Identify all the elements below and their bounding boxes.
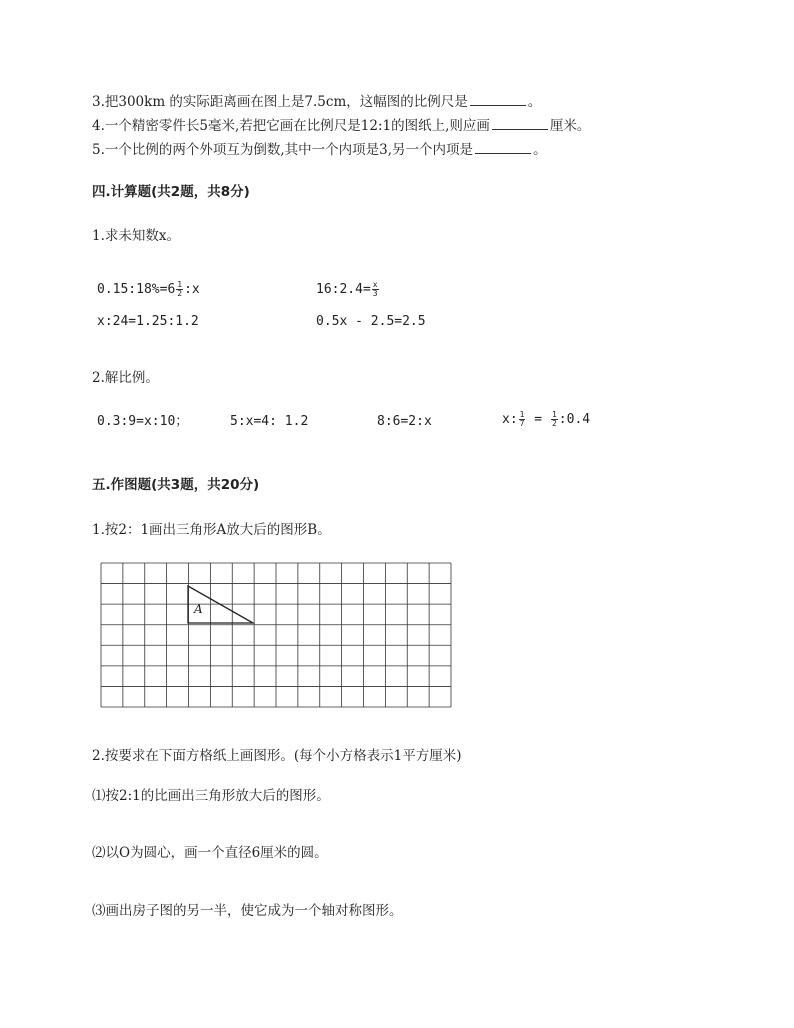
question-5-text: 5.一个比例的两个外项互为倒数,其中一个内项是3,另一个内项是 — [92, 142, 474, 158]
section-5-heading: 五.作图题(共3题，共20分) — [92, 477, 260, 493]
calc-2-eq-4 — [502, 410, 590, 430]
calc-1-eq-3: x:24=1.25:1.2 — [97, 314, 199, 329]
answer-blank[interactable] — [475, 140, 531, 154]
calc-2-eq-3: 8:6=2:x — [377, 414, 432, 429]
question-3-tail: 。 — [527, 94, 542, 110]
fraction-numerator: 1 — [519, 410, 525, 419]
question-3-text: 3.把300km 的实际距离画在图上是7.5cm，这幅图的比例尺是 — [92, 94, 468, 110]
calc-2-eq-1: 0.3:9=x:10； — [97, 414, 189, 429]
answer-blank[interactable] — [492, 116, 548, 130]
fraction-denominator: 2 — [551, 419, 557, 428]
fraction — [519, 411, 526, 428]
question-5 — [92, 140, 547, 160]
draw-2-item-2: ⑵以O为圆心，画一个直径6厘米的圆。 — [92, 845, 328, 861]
draw-2-title: 2.按要求在下面方格纸上画图形。(每个小方格表示1平方厘米) — [92, 748, 462, 764]
grid-paper[interactable] — [100, 562, 452, 708]
fraction — [551, 411, 558, 428]
eq-text: x: — [502, 412, 518, 427]
draw-2-item-3: ⑶画出房子图的另一半，使它成为一个轴对称图形。 — [92, 903, 403, 919]
fraction-denominator: 2 — [177, 289, 183, 298]
grid-lines — [101, 563, 451, 707]
question-4-text: 4.一个精密零件长5毫米,若把它画在比例尺是12:1的图纸上,则应画 — [92, 118, 490, 134]
question-3 — [92, 92, 541, 112]
eq-text: :0.4 — [558, 412, 591, 427]
fraction — [372, 281, 379, 298]
calc-1-title: 1.求未知数x。 — [92, 228, 180, 244]
fraction-numerator: 1 — [551, 410, 557, 419]
fraction — [176, 281, 183, 298]
calc-1-eq-2 — [316, 280, 380, 300]
calc-2-eq-2: 5:x=4: 1.2 — [230, 414, 309, 429]
eq-text: 16:2.4= — [316, 282, 371, 297]
draw-1-title: 1.按2：1画出三角形A放大后的图形B。 — [92, 522, 331, 538]
fraction-numerator: x — [372, 280, 378, 289]
calc-2-title: 2.解比例。 — [92, 370, 159, 386]
eq-text: 0.15:18%=6 — [97, 282, 176, 297]
question-4 — [92, 116, 590, 136]
eq-text: :x — [184, 282, 200, 297]
calc-1-eq-4: 0.5x - 2.5=2.5 — [316, 314, 426, 329]
draw-2-item-1: ⑴按2:1的比画出三角形放大后的图形。 — [92, 788, 330, 804]
section-4-heading: 四.计算题(共2题，共8分) — [92, 184, 250, 200]
fraction-denominator: 7 — [519, 419, 525, 428]
question-5-tail: 。 — [533, 142, 547, 158]
triangle-a-label: A — [194, 602, 203, 616]
answer-blank[interactable] — [470, 92, 526, 106]
eq-text: = — [526, 412, 550, 427]
calc-1-eq-1 — [97, 280, 200, 300]
question-4-tail: 厘米。 — [549, 118, 591, 134]
fraction-numerator: 1 — [177, 280, 183, 289]
fraction-denominator: 3 — [372, 289, 378, 298]
